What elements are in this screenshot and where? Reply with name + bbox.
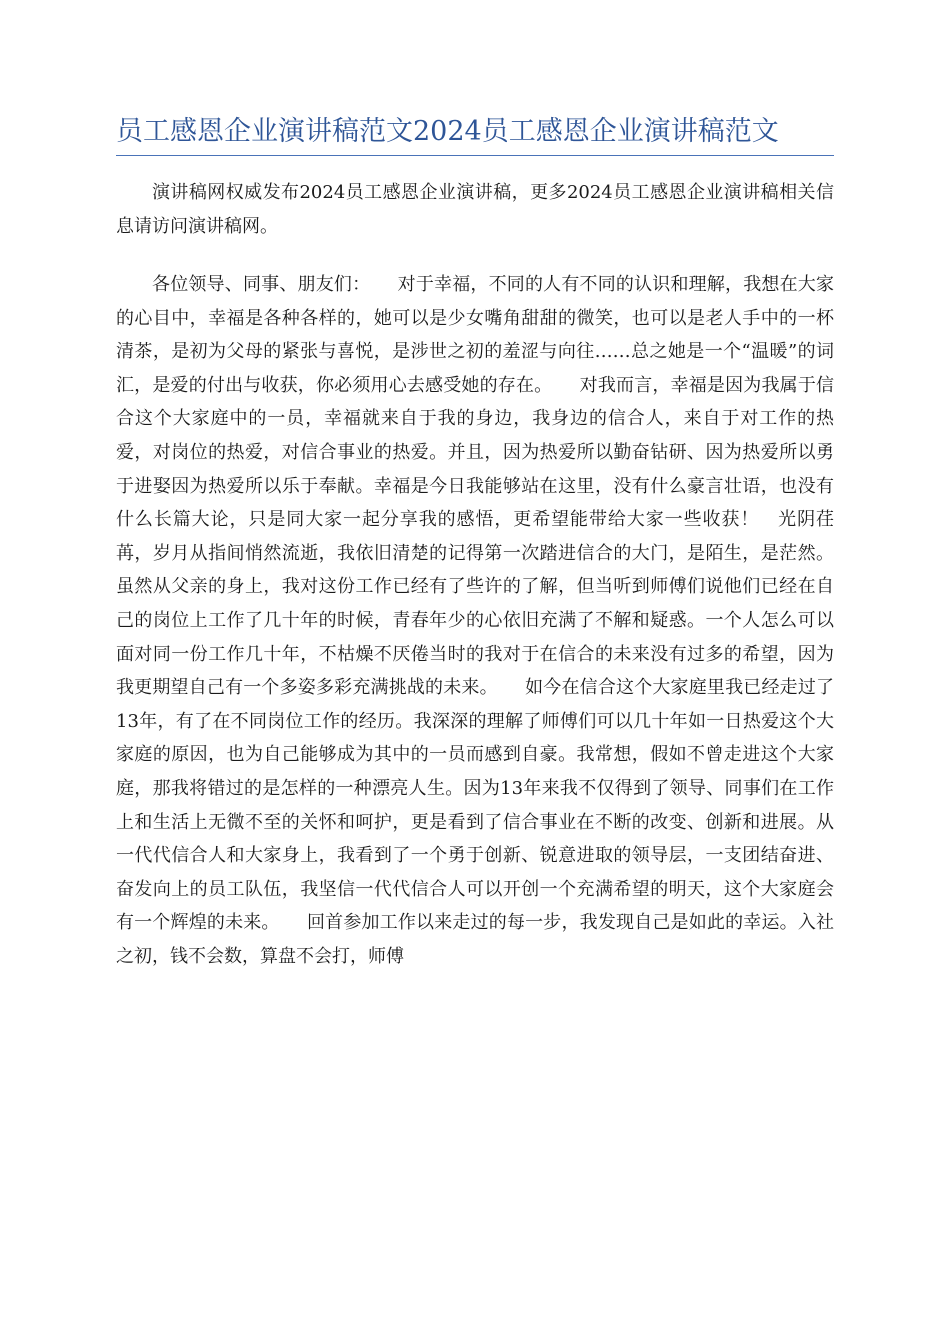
document-title: 员工感恩企业演讲稿范文2024员工感恩企业演讲稿范文 [116, 116, 779, 147]
intro-paragraph: 演讲稿网权威发布2024员工感恩企业演讲稿，更多2024员工感恩企业演讲稿相关信息请访问演讲稿网。 [116, 182, 834, 237]
title-underline [116, 155, 834, 156]
speech-paragraph: 各位领导、同事、朋友们： 对于幸福，不同的人有不同的认识和理解，我想在大家的心目中，幸福是各种各样的，她可以是少女嘴角甜甜的微笑，也可以是老人手中的一杯清茶，是初为父母的紧张与喜悦，是涉世之初的羞涩与向往……总之她是一个“温暖”的词汇，是爱的付出与收获，你必须用心去感受她的存在。 对我而言，幸福是因为我属于信合这个大家庭中的一员，幸福就来自于我的身边，我身边的信合人，来自于对工作的热爱，对岗位的热爱，对信合事业的热爱。并且，因为热爱所以勤奋钻研、因为热爱所以勇于进娶因为热爱所以乐于奉献。幸福是今日我能够站在这里，没有什么豪言壮语，也没有什么长篇大论，只是同大家一起分享我的感悟，更希望能带给大家一些收获！ 光阴荏苒，岁月从指间悄然流逝，我依旧清楚的记得第一次踏进信合的大门，是陌生，是茫然。虽然从父亲的身上，我对这份工作已经有了些许的了解，但当听到师傅们说他们已经在自己的岗位上工作了几十年的时候，青春年少的心依旧充满了不解和疑惑。一个人怎么可以面对同一份工作几十年，不枯燥不厌倦当时的我对于在信合的未来没有过多的希望，因为我更期望自己有一个多姿多彩充满挑战的未来。 如今在信合这个大家庭里我已经走过了13年，有了在不同岗位工作的经历。我深深的理解了师傅们可以几十年如一日热爱这个大家庭的原因，也为自己能够成为其中的一员而感到自豪。我常想，假如不曾走进这个大家庭，那我将错过的是怎样的一种漂亮人生。因为13年来我不仅得到了领导、同事们在工作上和生活上无微不至的关怀和呵护，更是看到了信合事业在不断的改变、创新和进展。从一代代信合人和大家身上，我看到了一个勇于创新、锐意进取的领导层，一支团结奋进、奋发向上的员工队伍，我坚信一代代信合人可以开创一个充满希望的明天，这个大家庭会有一个辉煌的未来。 回首参加工作以来走过的每一步，我发现自己是如此的幸运。入社之初，钱不会数，算盘不会打，师傅 [116, 274, 834, 967]
